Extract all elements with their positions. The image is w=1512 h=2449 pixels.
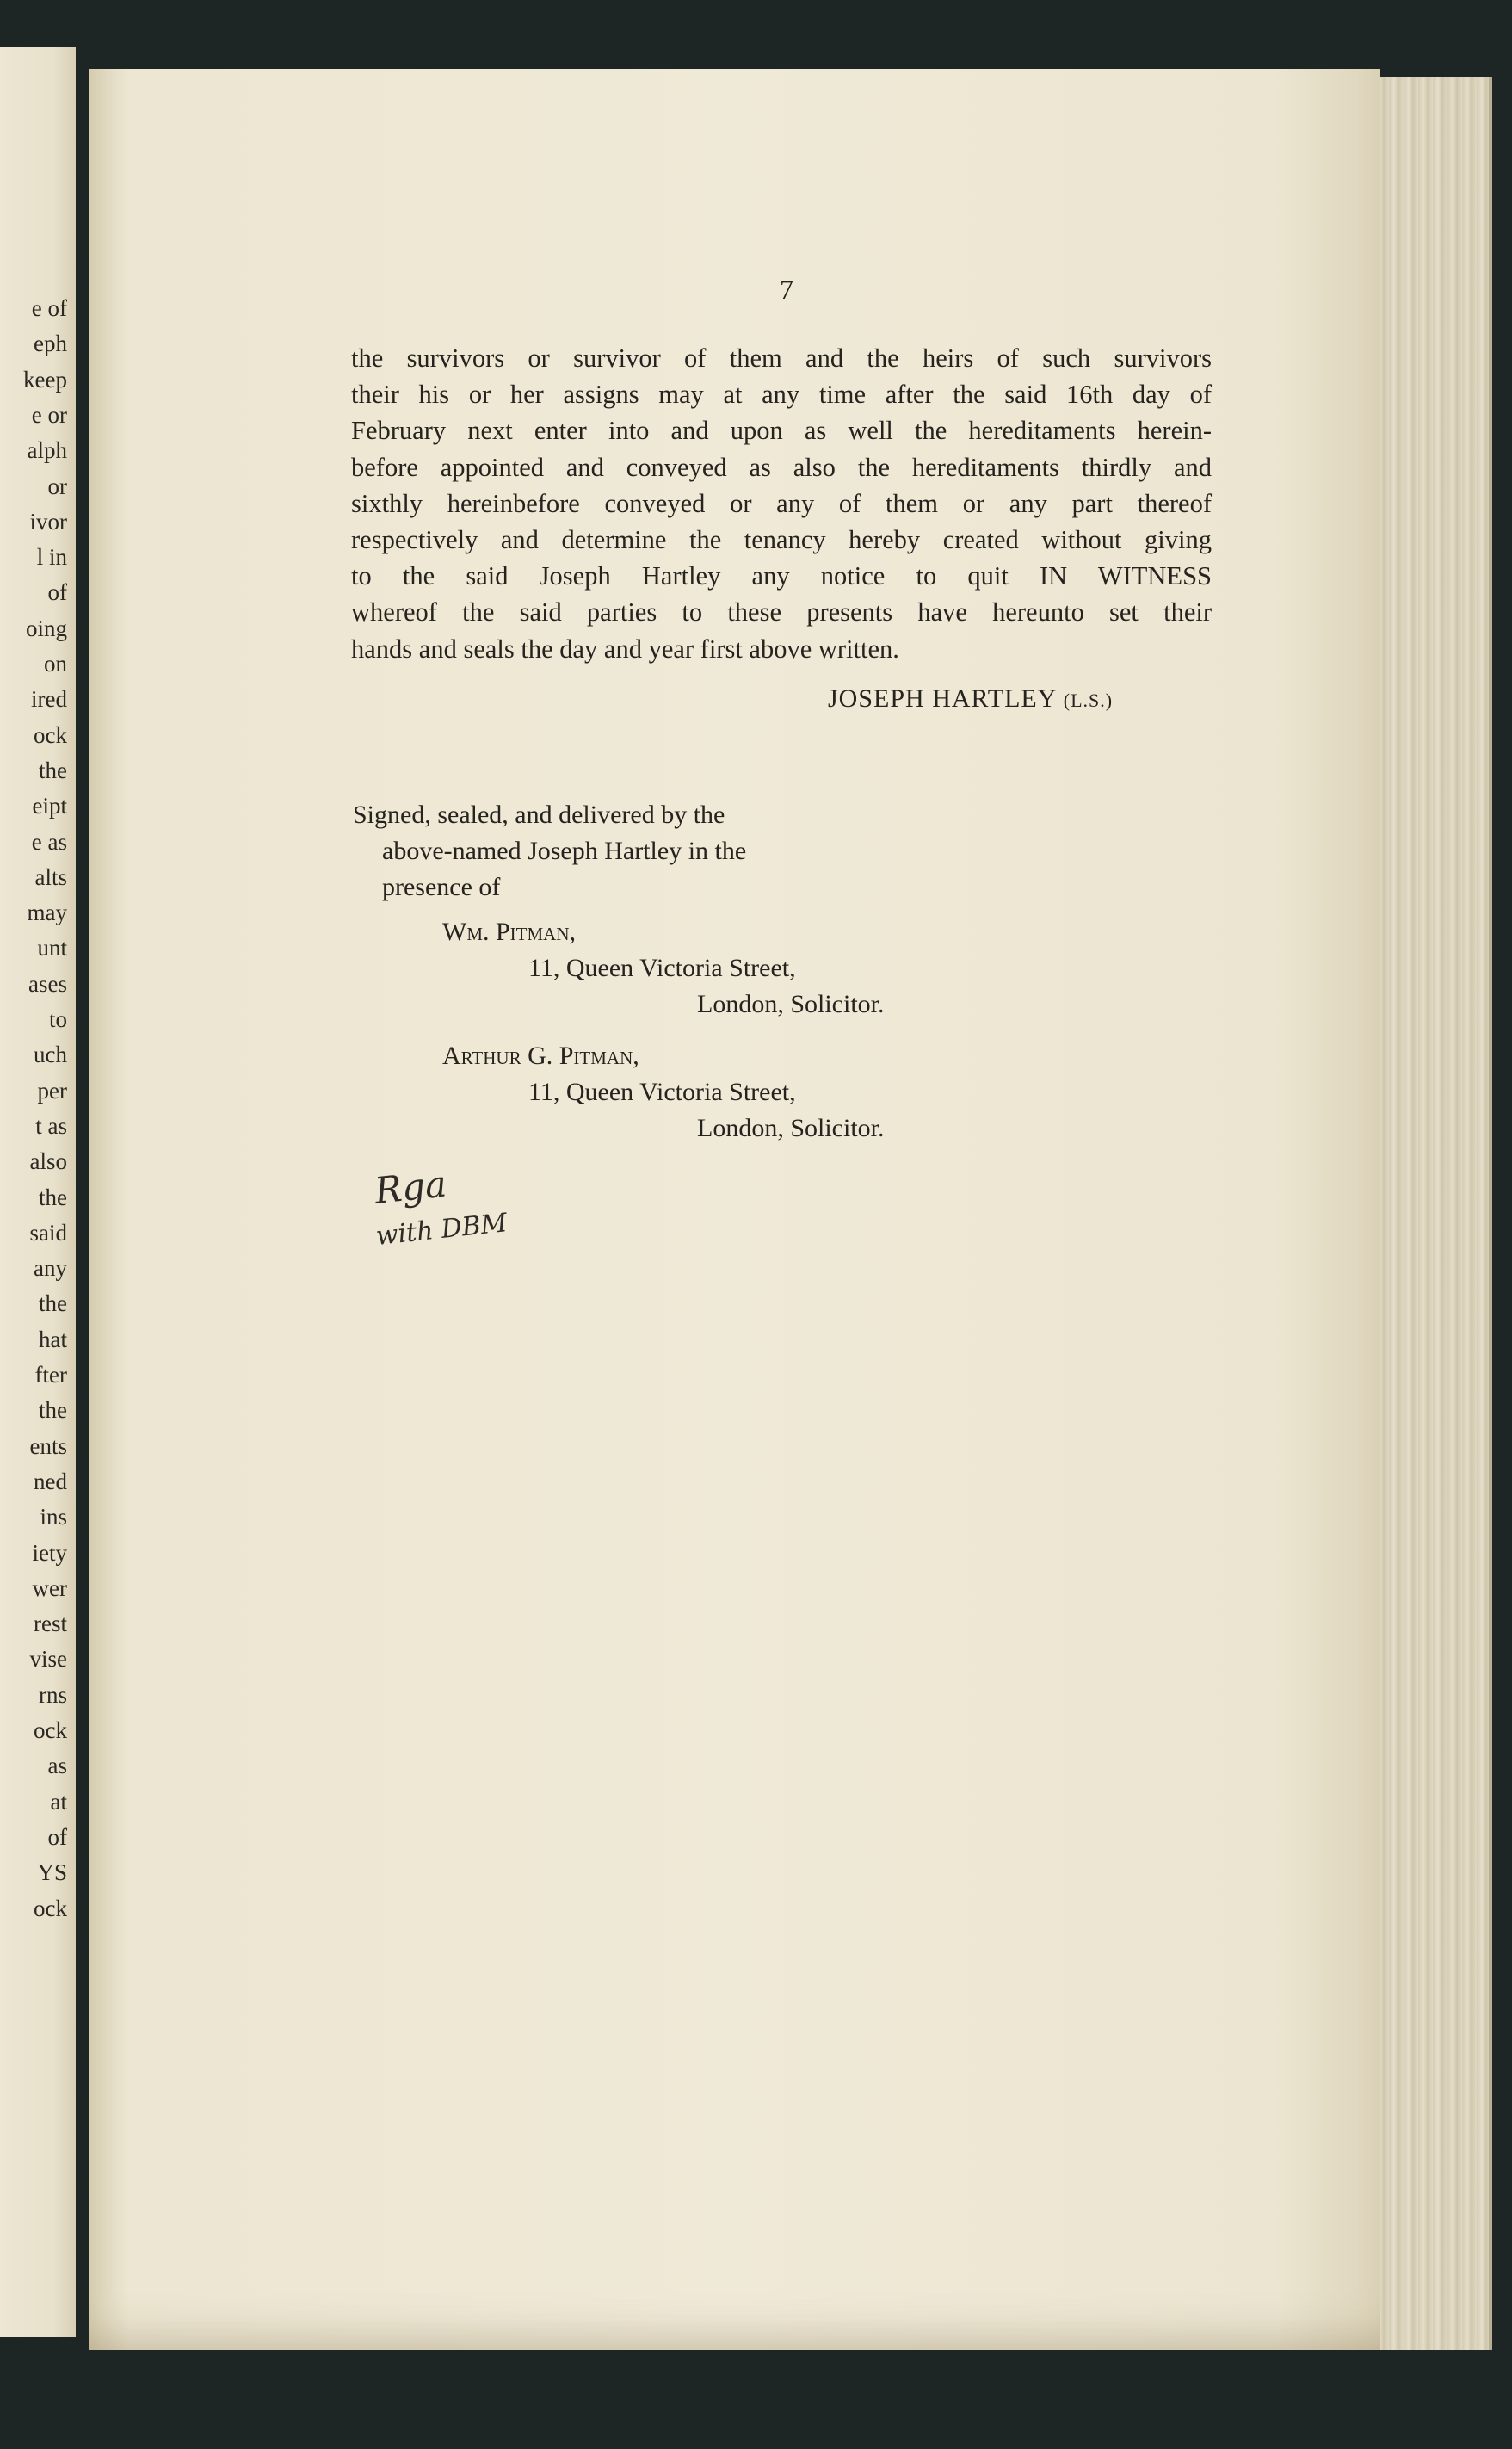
witness-address: 11, Queen Victoria Street, [528, 954, 796, 982]
left-page-fragment: eipt [32, 793, 67, 819]
handwritten-annotation [372, 1162, 570, 1257]
left-page-fragment: at [50, 1788, 67, 1815]
page-number: 7 [780, 274, 793, 305]
left-page-fragment: ock [34, 1717, 67, 1743]
left-page-fragment: ivor [29, 508, 67, 535]
attestation-line: above-named Joseph Hartley in the [382, 837, 747, 865]
left-page-fragment: ock [34, 721, 67, 748]
body-line: their his or her assigns may at any time after the said 16th day of [351, 380, 1212, 410]
attestation-line: Signed, sealed, and delivered by the [353, 801, 725, 829]
left-page-fragment: e as [31, 828, 67, 855]
left-page-fragment: of [47, 579, 67, 606]
body-paragraph [351, 340, 1212, 667]
left-page-fragment: ins [40, 1504, 67, 1531]
left-page-fragment: on [44, 651, 67, 677]
left-page-fragment: fter [34, 1362, 67, 1388]
left-page-fragment: as [47, 1753, 67, 1779]
left-page-fragment: alts [34, 863, 67, 890]
left-page-fragment: ents [29, 1432, 67, 1459]
left-page-fragment: rest [34, 1611, 67, 1637]
left-page-fragment: any [34, 1255, 67, 1282]
body-line: before appointed and conveyed as also the hereditaments thirdly and [351, 452, 1212, 482]
left-page-fragment: said [29, 1219, 67, 1246]
witness-name: Arthur G. Pitman, [442, 1042, 639, 1070]
body-line: respectively and determine the tenancy hereby created without giving [351, 525, 1212, 555]
left-page-fragment: to [48, 1006, 67, 1032]
left-page-fragment: YS [37, 1859, 67, 1886]
handwritten-line-2: with DBM [374, 1208, 509, 1252]
left-page-fragment: wer [32, 1574, 67, 1601]
body-line: whereof the said parties to these presents have hereunto set their [351, 597, 1212, 628]
handwritten-line-1: Rga [372, 1162, 449, 1212]
left-page-fragment: keep [23, 366, 67, 393]
signature-block [828, 684, 1113, 714]
left-page-fragment: the [39, 1397, 67, 1424]
left-page-fragment: the [39, 1290, 67, 1317]
left-page-fragment: e of [31, 295, 67, 321]
left-page-fragment: t as [35, 1112, 67, 1139]
left-page-fragment: alph [27, 437, 67, 464]
left-page-fragment: hat [39, 1326, 67, 1352]
witness-name: Wm. Pitman, [442, 918, 576, 946]
left-page-fragment: uch [34, 1042, 67, 1068]
left-page-fragment: also [29, 1148, 67, 1175]
left-page-fragment: rns [39, 1681, 67, 1708]
left-page-fragment: or [47, 473, 67, 499]
witness-occupation: London, Solicitor. [697, 1114, 885, 1142]
seal-mark: (L.S.) [1063, 690, 1114, 711]
left-page-fragment: unt [37, 935, 67, 962]
body-line: February next enter into and upon as well the hereditaments herein- [351, 416, 1212, 446]
left-page-fragment: may [27, 900, 67, 926]
body-line: to the said Joseph Hartley any notice to quit IN WITNESS [351, 561, 1212, 591]
body-line: hands and seals the day and year first above written. [351, 634, 899, 664]
left-page-fragment: ases [28, 970, 67, 997]
left-page-fragment: ock [34, 1895, 67, 1921]
left-page-fragment: ned [34, 1468, 67, 1494]
left-page-fragment: ired [31, 686, 67, 713]
left-page-fragment: per [37, 1077, 67, 1104]
attestation-line: presence of [382, 873, 501, 901]
left-page-fragment: the [39, 1184, 67, 1210]
left-page-fragment: eph [34, 331, 67, 357]
left-page-fragment: oing [25, 615, 67, 641]
left-page-fragment: the [39, 757, 67, 783]
left-page-fragment: e or [31, 401, 67, 428]
signatory-name: JOSEPH HARTLEY [828, 684, 1057, 713]
witness-occupation: London, Solicitor. [697, 990, 885, 1018]
left-page-fragment: of [47, 1823, 67, 1850]
left-page-fragment: l in [36, 544, 67, 571]
body-line: the survivors or survivor of them and the heirs of such survivors [351, 343, 1212, 373]
left-page-fragment: iety [32, 1539, 67, 1566]
witness-address: 11, Queen Victoria Street, [528, 1078, 796, 1106]
left-adjacent-page [0, 47, 76, 2337]
left-page-fragment: vise [29, 1646, 67, 1673]
body-line: sixthly hereinbefore conveyed or any of them or any part thereof [351, 488, 1212, 518]
